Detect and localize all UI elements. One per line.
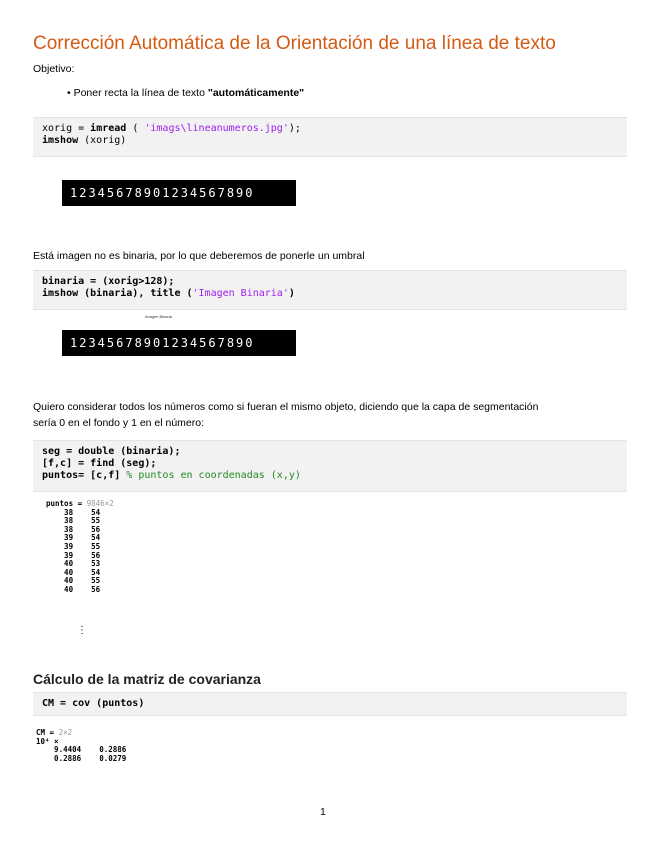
section-heading: Cálculo de la matriz de covarianza (33, 671, 261, 687)
code-block-imread[interactable] (33, 117, 627, 157)
code-block-threshold[interactable] (33, 270, 627, 310)
output-row: 40 55 (64, 576, 101, 586)
output-rows (46, 508, 100, 594)
code-string: 'imags\lineanumeros.jpg' (144, 123, 289, 134)
code-text: xorig = (42, 123, 91, 134)
page-number: 1 (320, 806, 326, 818)
paragraph-segmentation-2: sería 0 en el fondo y 1 en el número: (33, 417, 205, 429)
output-row: 40 54 (64, 567, 101, 577)
code-text: puntos= [c,f] (42, 470, 127, 481)
code-text: CM = cov (puntos) (42, 698, 145, 709)
output-scale: 10⁴ × (36, 736, 59, 746)
code-text: seg = double (binaria); (42, 446, 181, 457)
output-row: 40 53 (64, 559, 101, 569)
code-block-find[interactable] (33, 440, 627, 492)
code-fn: imshow (42, 135, 79, 146)
output-size: 9846×2 (86, 499, 114, 508)
output-var: CM = (36, 728, 59, 737)
output-row: 39 56 (64, 550, 101, 560)
output-cm (36, 729, 126, 763)
output-row: 38 56 (64, 524, 101, 534)
bullet-text: Poner recta la línea de texto (73, 87, 208, 99)
code-text: binaria = (xorig>128); (42, 276, 175, 287)
output-row: 40 56 (46, 584, 101, 594)
objective-bullet (67, 87, 304, 99)
code-block-cov[interactable] (33, 692, 627, 716)
code-string: 'Imagen Binaria' (192, 288, 289, 299)
output-puntos (46, 500, 114, 595)
page-title: Corrección Automática de la Orientación de una línea de texto (33, 33, 556, 54)
vertical-ellipsis: ⋮ (77, 625, 87, 636)
code-text: ( (126, 123, 145, 134)
binary-number-image: 12345678901234567890 (62, 330, 296, 356)
code-fn: imread (90, 123, 127, 134)
output-row: 38 54 (64, 507, 101, 517)
code-comment: % puntos en coordenadas (x,y) (126, 470, 301, 481)
output-row: 38 55 (64, 516, 101, 526)
code-text: (xorig) (78, 135, 127, 146)
output-var: puntos = (46, 499, 87, 508)
code-text: imshow (binaria), title ( (42, 288, 193, 299)
output-row: 39 55 (64, 541, 101, 551)
grayscale-number-image: 12345678901234567890 (62, 180, 296, 206)
output-row: 9.4404 0.2886 (36, 745, 127, 755)
bullet-bold-text: "automáticamente" (207, 87, 305, 99)
code-text: [f,c] = find (seg); (42, 458, 157, 469)
code-text: ) (288, 288, 295, 299)
paragraph-segmentation-1: Quiero considerar todos los números como si fueran el mismo objeto, diciendo que la capa de segmentación (33, 401, 539, 413)
code-text: ); (288, 123, 301, 134)
output-row: 0.2886 0.0279 (36, 753, 127, 763)
output-size: 2×2 (58, 728, 73, 737)
bullet-dot: • (67, 87, 74, 99)
objective-label: Objetivo: (33, 63, 75, 75)
output-row: 39 54 (64, 533, 101, 543)
paragraph-threshold: Está imagen no es binaria, por lo que deberemos de ponerle un umbral (33, 250, 365, 262)
binary-image-title: Imagen Binaria (145, 314, 172, 319)
